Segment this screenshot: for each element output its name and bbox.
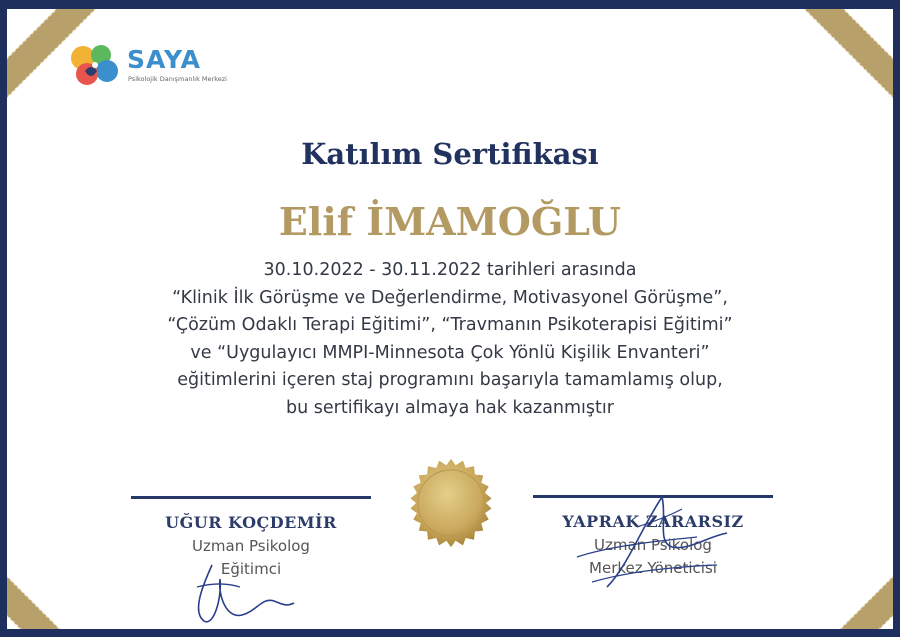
body-line: 30.10.2022 - 30.11.2022 tarihleri arasında — [263, 260, 637, 280]
signatory-right — [533, 495, 773, 577]
signatory-name: YAPRAK ZARARSIZ — [562, 512, 744, 531]
signatory-left — [131, 496, 371, 578]
signature-line — [533, 495, 773, 498]
body-line: eğitimlerini içeren staj programını başarıyla tamamlamış olup, — [177, 370, 723, 390]
saya-logo — [65, 41, 225, 91]
signatory-title: Uzman Psikolog — [192, 537, 310, 555]
body-line: bu sertifikayı almaya hak kazanmıştır — [286, 397, 614, 418]
signatory-role: Merkez Yöneticisi — [589, 559, 717, 577]
signatory-title: Uzman Psikolog — [594, 536, 712, 554]
corner-ribbon-bottom-left — [7, 558, 95, 629]
recipient-name: Elif İMAMOĞLU — [278, 199, 622, 244]
puzzle-logo-icon — [65, 41, 125, 91]
body-line: “Çözüm Odaklı Terapi Eğitimi”, “Travmanın Psikoterapisi Eğitimi” — [167, 315, 733, 335]
logo-wordmark: SAYA — [127, 45, 202, 74]
signatory-name: UĞUR KOÇDEMİR — [165, 513, 337, 532]
certificate-body — [100, 257, 800, 422]
body-line: “Klinik İlk Görüşme ve Değerlendirme, Motivasyonel Görüşme”, — [172, 287, 728, 308]
certificate-sheet — [7, 9, 893, 629]
signatory-role: Eğitimci — [220, 560, 282, 578]
gold-seal-icon — [405, 457, 497, 549]
body-line: ve “Uygulayıcı MMPI-Minnesota Çok Yönlü Kişilik Envanteri” — [190, 342, 710, 363]
certificate-title: Katılım Sertifikası — [301, 137, 599, 171]
corner-ribbon-top-right — [793, 9, 893, 104]
signature-line — [131, 496, 371, 499]
logo-subtitle: Psikolojik Danışmanlık Merkezi — [128, 75, 227, 83]
corner-ribbon-bottom-right — [805, 558, 893, 629]
